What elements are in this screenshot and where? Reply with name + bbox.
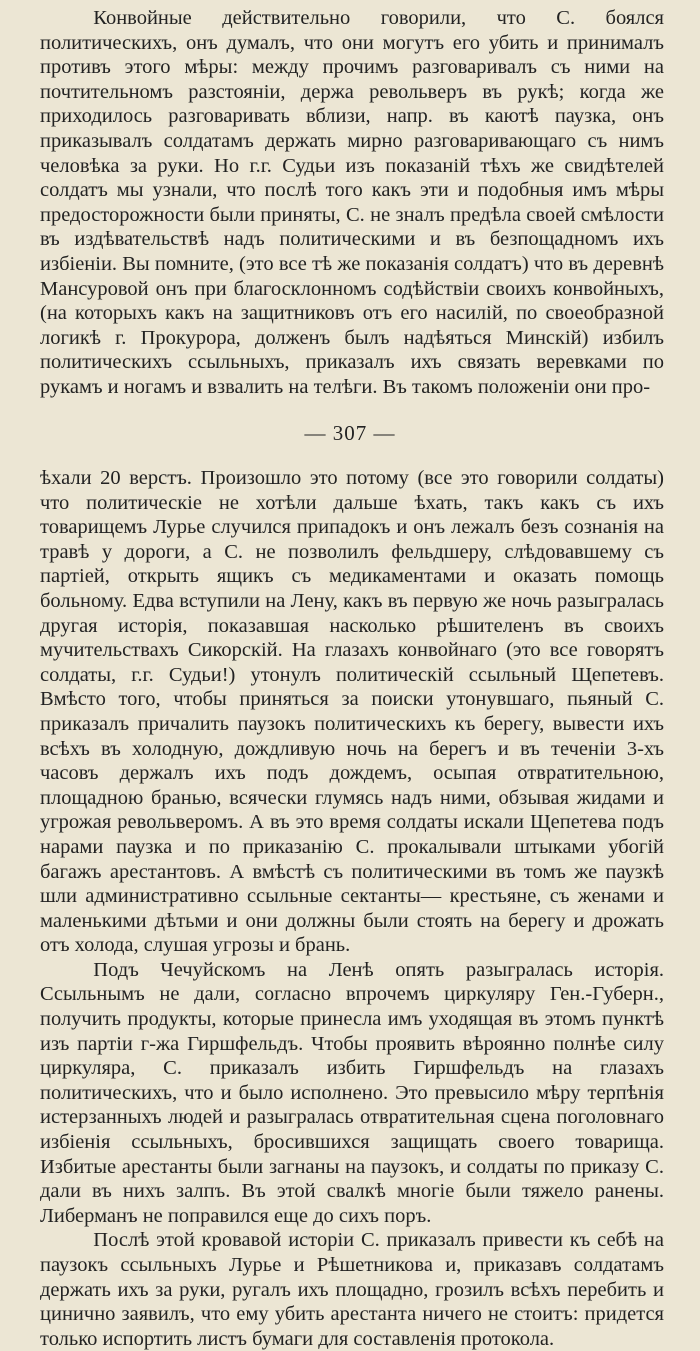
paragraph: Конвойные действительно говорили, что С. боялся политическихъ, онъ думалъ, что они могутъ его убить и принималъ противъ этого мѣры: между прочимъ разговаривалъ съ ними на почтительномъ разстояніи, держа револьверъ въ рукѣ; когда же приходилось разговаривать вблизи, напр. въ каютѣ паузка, онъ приказывалъ солдатамъ держать мирно разговаривающаго съ нимъ человѣка за руки. Но г.г. Судьи изъ показаній тѣхъ же свидѣтелей солдатъ мы узнали, что послѣ того какъ эти и подобныя имъ мѣры предосторожности были приняты, С. не зналъ предѣла своей смѣлости въ издѣвательствѣ надъ политическими и въ безпощадномъ ихъ избіеніи. Вы помните, (это все тѣ же показанія солдатъ) что въ деревнѣ Мансуровой онъ при благосклонномъ содѣйствіи своихъ конвойныхъ, (на которыхъ какъ на защитниковъ отъ его насилій, по своеобразной логикѣ г. Прокурора, долженъ былъ надѣяться Минскій) избилъ политическихъ ссыльныхъ, приказалъ ихъ связать веревками по рукамъ и ногамъ и взвалить на телѣги. Въ такомъ положеніи они про- [40, 7, 664, 398]
page-number: — 307 — [304, 421, 396, 445]
paragraph: Подъ Чечуйскомъ на Ленѣ опять разыгралась исторія. Ссыльнымъ не дали, согласно впрочемъ циркуляру Ген.-Губерн., получить продукты, которые принесла имъ уходящая въ этомъ пунктѣ изъ партіи г-жа Гиршфельдъ. Чтобы проявить вѣроянно полнѣе силу циркуляра, С. приказалъ избить Гиршфельдъ на глазахъ политическихъ, что и было исполнено. Это превысило мѣру терпѣнія истерзанныхъ людей и разыгралась отвратительная сцена поголовнаго избіенія ссыльныхъ, бросившихся защищать своего товарища. Избитые арестанты были загнаны на паузокъ, и солдаты по приказу С. дали въ нихъ залпъ. Въ этой свалкѣ многіе были тяжело ранены. Либерманъ не поправился еще до сихъ поръ. [40, 958, 664, 1227]
text-block-top [40, 6, 664, 400]
text-block-bottom [40, 466, 664, 1351]
paragraph-continuation: ѣхали 20 верстъ. Произошло это потому (все это говорили солдаты) что политическіе не хотѣли дальше ѣхать, такъ какъ съ ихъ товарищемъ Лурье случился припадокъ и онъ лежалъ безъ сознанія на травѣ у дороги, а С. не позволилъ фельдшеру, слѣдовавшему съ партіей, открыть ящикъ съ медикаментами и оказать помощь больному. Едва вступили на Лену, какъ въ первую же ночь разыгралась другая исторія, показавшая насколько рѣшителенъ въ своихъ мучительствахъ Сикорскій. На глазахъ конвойнаго (это все говорятъ солдаты, г.г. Судьи!) утонулъ политическій ссыльный Щепетевъ. Вмѣсто того, чтобы приняться за поиски утонувшаго, пьяный С. приказалъ причалить паузокъ политическихъ къ берегу, вывести ихъ всѣхъ въ холодную, дождливую ночь на берегъ и въ теченіи 3-хъ часовъ держалъ ихъ подъ дождемъ, осыпая отвратительною, площадною бранью, всячески глумясь надъ ними, обзывая жидами и угрожая револьверомъ. А въ это время солдаты искали Щепетева подъ нарами паузка и по приказанію С. прокалывали штыками убогій багажъ арестантовъ. А вмѣстѣ съ политическими въ томъ же паузкѣ шли административно ссыльные сектанты— крестьяне, съ женами и маленькими дѣтьми и они должны были стоять на берегу и дрожать отъ холода, слушая угрозы и брань. [40, 467, 664, 957]
paragraph: Послѣ этой кровавой исторіи С. приказалъ привести къ себѣ на паузокъ ссыльныхъ Лурье и Рѣшетникова и, приказавъ солдатамъ держать ихъ за руки, ругалъ ихъ площадно, грозилъ всѣхъ перебить и цинично заявилъ, что ему убить арестанта ничего не стоитъ: придется только испортить листъ бумаги для составленія протокола. [40, 1229, 664, 1350]
